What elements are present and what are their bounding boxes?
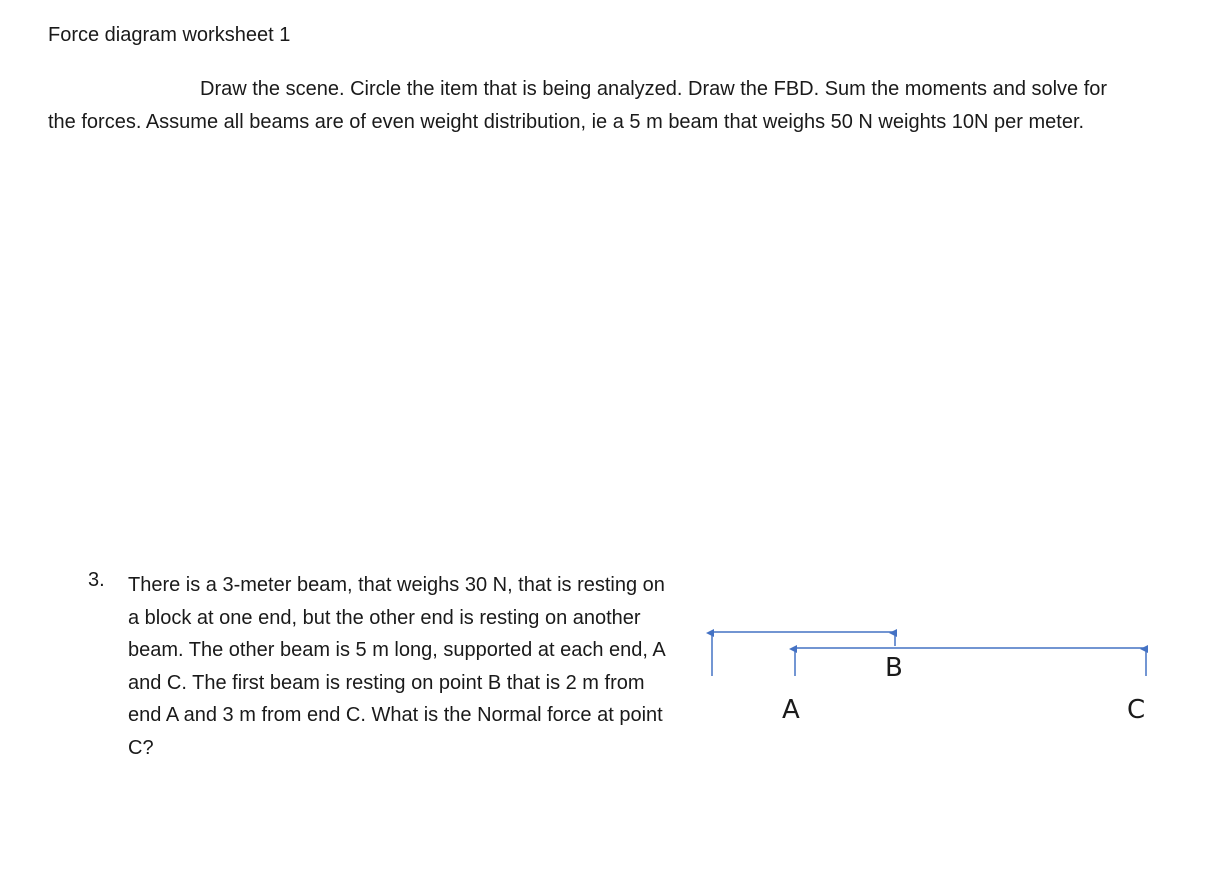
problem-text: There is a 3-meter beam, that weighs 30 N, that is resting on a block at one end, but the other end is resting on another beam. The other beam is 5 m long, supported at each end, A and C. The first beam is resting on point B that is 2 m from end A and 3 m from end C. What is the Normal force at point C? (128, 574, 665, 759)
instructions-rest: moments and solve for the forces. Assume all beams are of even weight distribution, ie a 5 m beam that weighs 50 N weights 10N per meter. (48, 78, 1108, 133)
problem-number: 3. (88, 569, 105, 591)
worksheet-title: Force diagram worksheet 1 (48, 24, 291, 46)
beam-diagram (690, 620, 1170, 730)
label-b: B (885, 653, 903, 683)
instructions-paragraph (48, 73, 1108, 139)
label-c: C (1127, 695, 1146, 725)
instructions-first-line: Draw the scene. Circle the item that is being analyzed. Draw the FBD. Sum the (200, 78, 900, 100)
label-a: A (782, 695, 800, 725)
